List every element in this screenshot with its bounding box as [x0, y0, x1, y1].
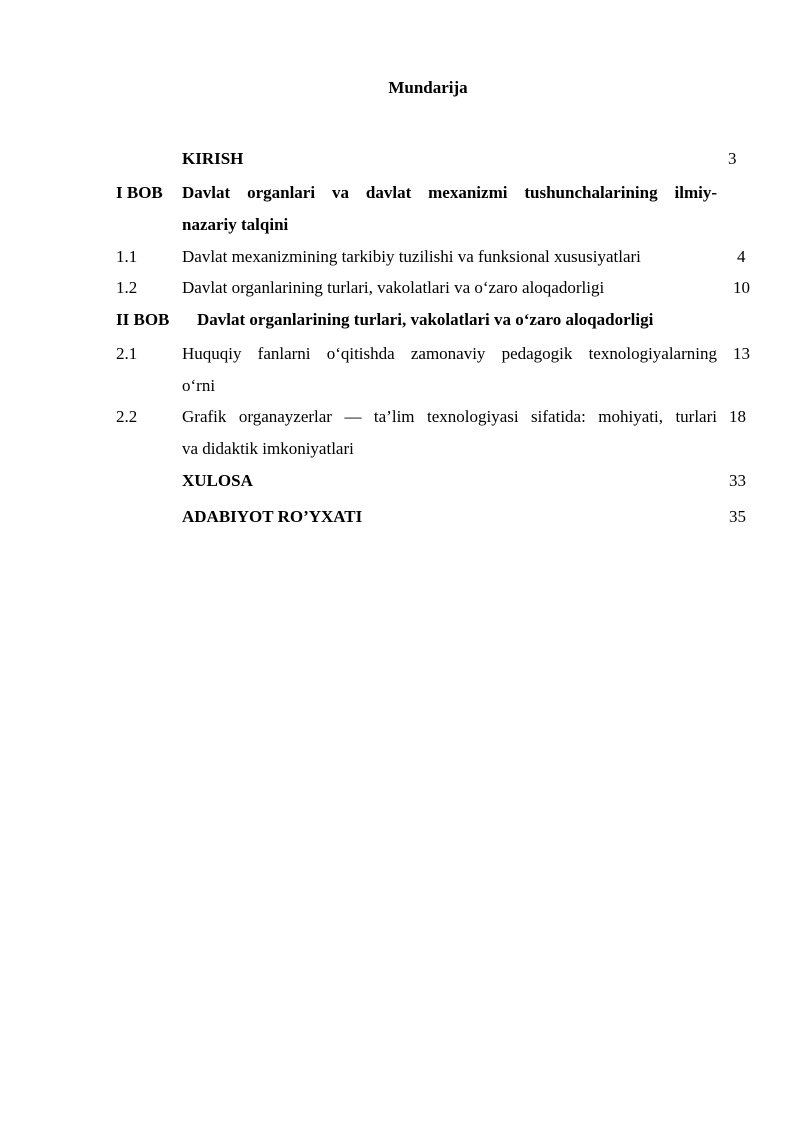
toc-entry-title: Davlat organlarining turlari, vakolatlari va o‘zaro aloqadorligi — [197, 310, 654, 329]
toc-page-number: 4 — [737, 247, 746, 266]
toc-entry-title: Davlat mexanizmining tarkibiy tuzilishi va funksional xususiyatlari — [182, 247, 641, 266]
toc-page-number: 10 — [733, 278, 750, 297]
toc-title-line: Davlat organlari va davlat mexanizmi tushunchalarining ilmiy- — [182, 183, 717, 202]
toc-section-number: 2.2 — [116, 407, 138, 426]
toc-section-number: 1.2 — [116, 278, 138, 297]
toc-section-number: 1.1 — [116, 247, 138, 266]
toc-title-line: o‘rni — [182, 376, 216, 395]
toc-entry-title: XULOSA — [182, 471, 253, 490]
toc-title-line: Huquqiy fanlarni o‘qitishda zamonaviy pedagogik texnologiyalarning — [182, 344, 717, 363]
toc-chapter-number: II BOB — [116, 310, 170, 329]
toc-page-number: 35 — [729, 507, 746, 526]
toc-chapter-number: I BOB — [116, 183, 163, 202]
toc-page-number: 18 — [729, 407, 746, 426]
toc-section-number: 2.1 — [116, 344, 138, 363]
toc-title-line: va didaktik imkoniyatlari — [182, 439, 354, 458]
page-title: Mundarija — [388, 78, 468, 97]
toc-entry-title — [182, 406, 717, 470]
toc-entry-title: KIRISH — [182, 149, 244, 168]
toc-page-number: 33 — [729, 471, 746, 490]
toc-entry-title: ADABIYOT RO’YXATI — [182, 507, 363, 526]
toc-entry-title — [182, 343, 717, 407]
toc-title-line: nazariy talqini — [182, 215, 289, 234]
toc-entry-title — [182, 182, 717, 246]
toc-title-line: Grafik organayzerlar — ta’lim texnologiyasi sifatida: mohiyati, turlari — [182, 407, 717, 426]
toc-page-number: 3 — [728, 149, 737, 168]
toc-entry-title: Davlat organlarining turlari, vakolatlari va o‘zaro aloqadorligi — [182, 278, 605, 297]
toc-page-number: 13 — [733, 344, 750, 363]
